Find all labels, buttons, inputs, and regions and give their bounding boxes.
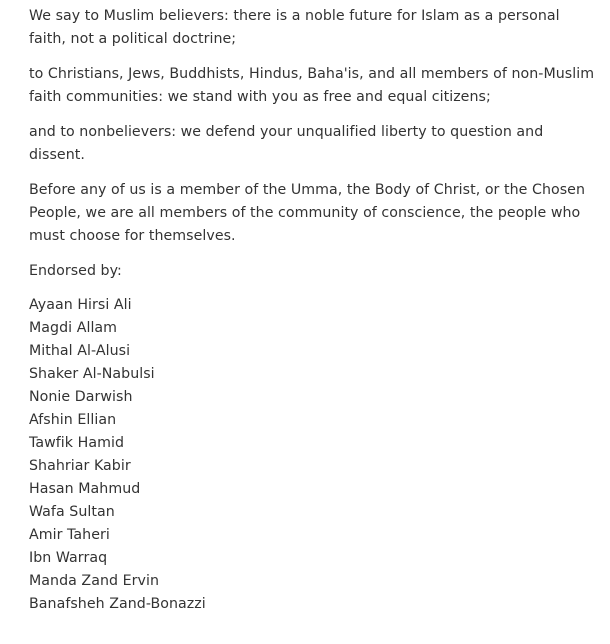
signatory-name: Banafsheh Zand-Bonazzi [29, 596, 206, 612]
endorsed-by-label: Endorsed by: [29, 263, 122, 279]
paragraph-community-of-conscience: Before any of us is a member of the Umma, the Body of Christ, or the Chosen People, we are all members of the community of conscience, the people who must choose for themselves. [29, 182, 585, 244]
signatory-name: Afshin Ellian [29, 412, 117, 428]
paragraph-other-faiths: to Christians, Jews, Buddhists, Hindus, Baha'is, and all members of non-Muslim faith communities: we stand with you as free and equal citizens; [29, 66, 595, 105]
signatory-name: Hasan Mahmud [29, 481, 141, 497]
signatory-name: Tawfik Hamid [29, 435, 125, 451]
signatory-name: Shaker Al-Nabulsi [29, 366, 155, 382]
signatory-name: Wafa Sultan [29, 504, 115, 520]
signatory-name: Nonie Darwish [29, 389, 133, 405]
paragraph-nonbelievers: and to nonbelievers: we defend your unqualified liberty to question and dissent. [29, 124, 544, 163]
signatory-name: Magdi Allam [29, 320, 118, 336]
article-body [29, 5, 599, 616]
signatory-name: Amir Taheri [29, 527, 110, 543]
signatory-list [29, 294, 599, 616]
signatory-name: Ayaan Hirsi Ali [29, 297, 132, 313]
signatory-name: Ibn Warraq [29, 550, 108, 566]
signatory-name: Shahriar Kabir [29, 458, 131, 474]
paragraph-muslim-believers: We say to Muslim believers: there is a noble future for Islam as a personal faith, not a political doctrine; [29, 8, 560, 47]
signatory-name: Mithal Al-Alusi [29, 343, 131, 359]
signatory-name: Manda Zand Ervin [29, 573, 159, 589]
